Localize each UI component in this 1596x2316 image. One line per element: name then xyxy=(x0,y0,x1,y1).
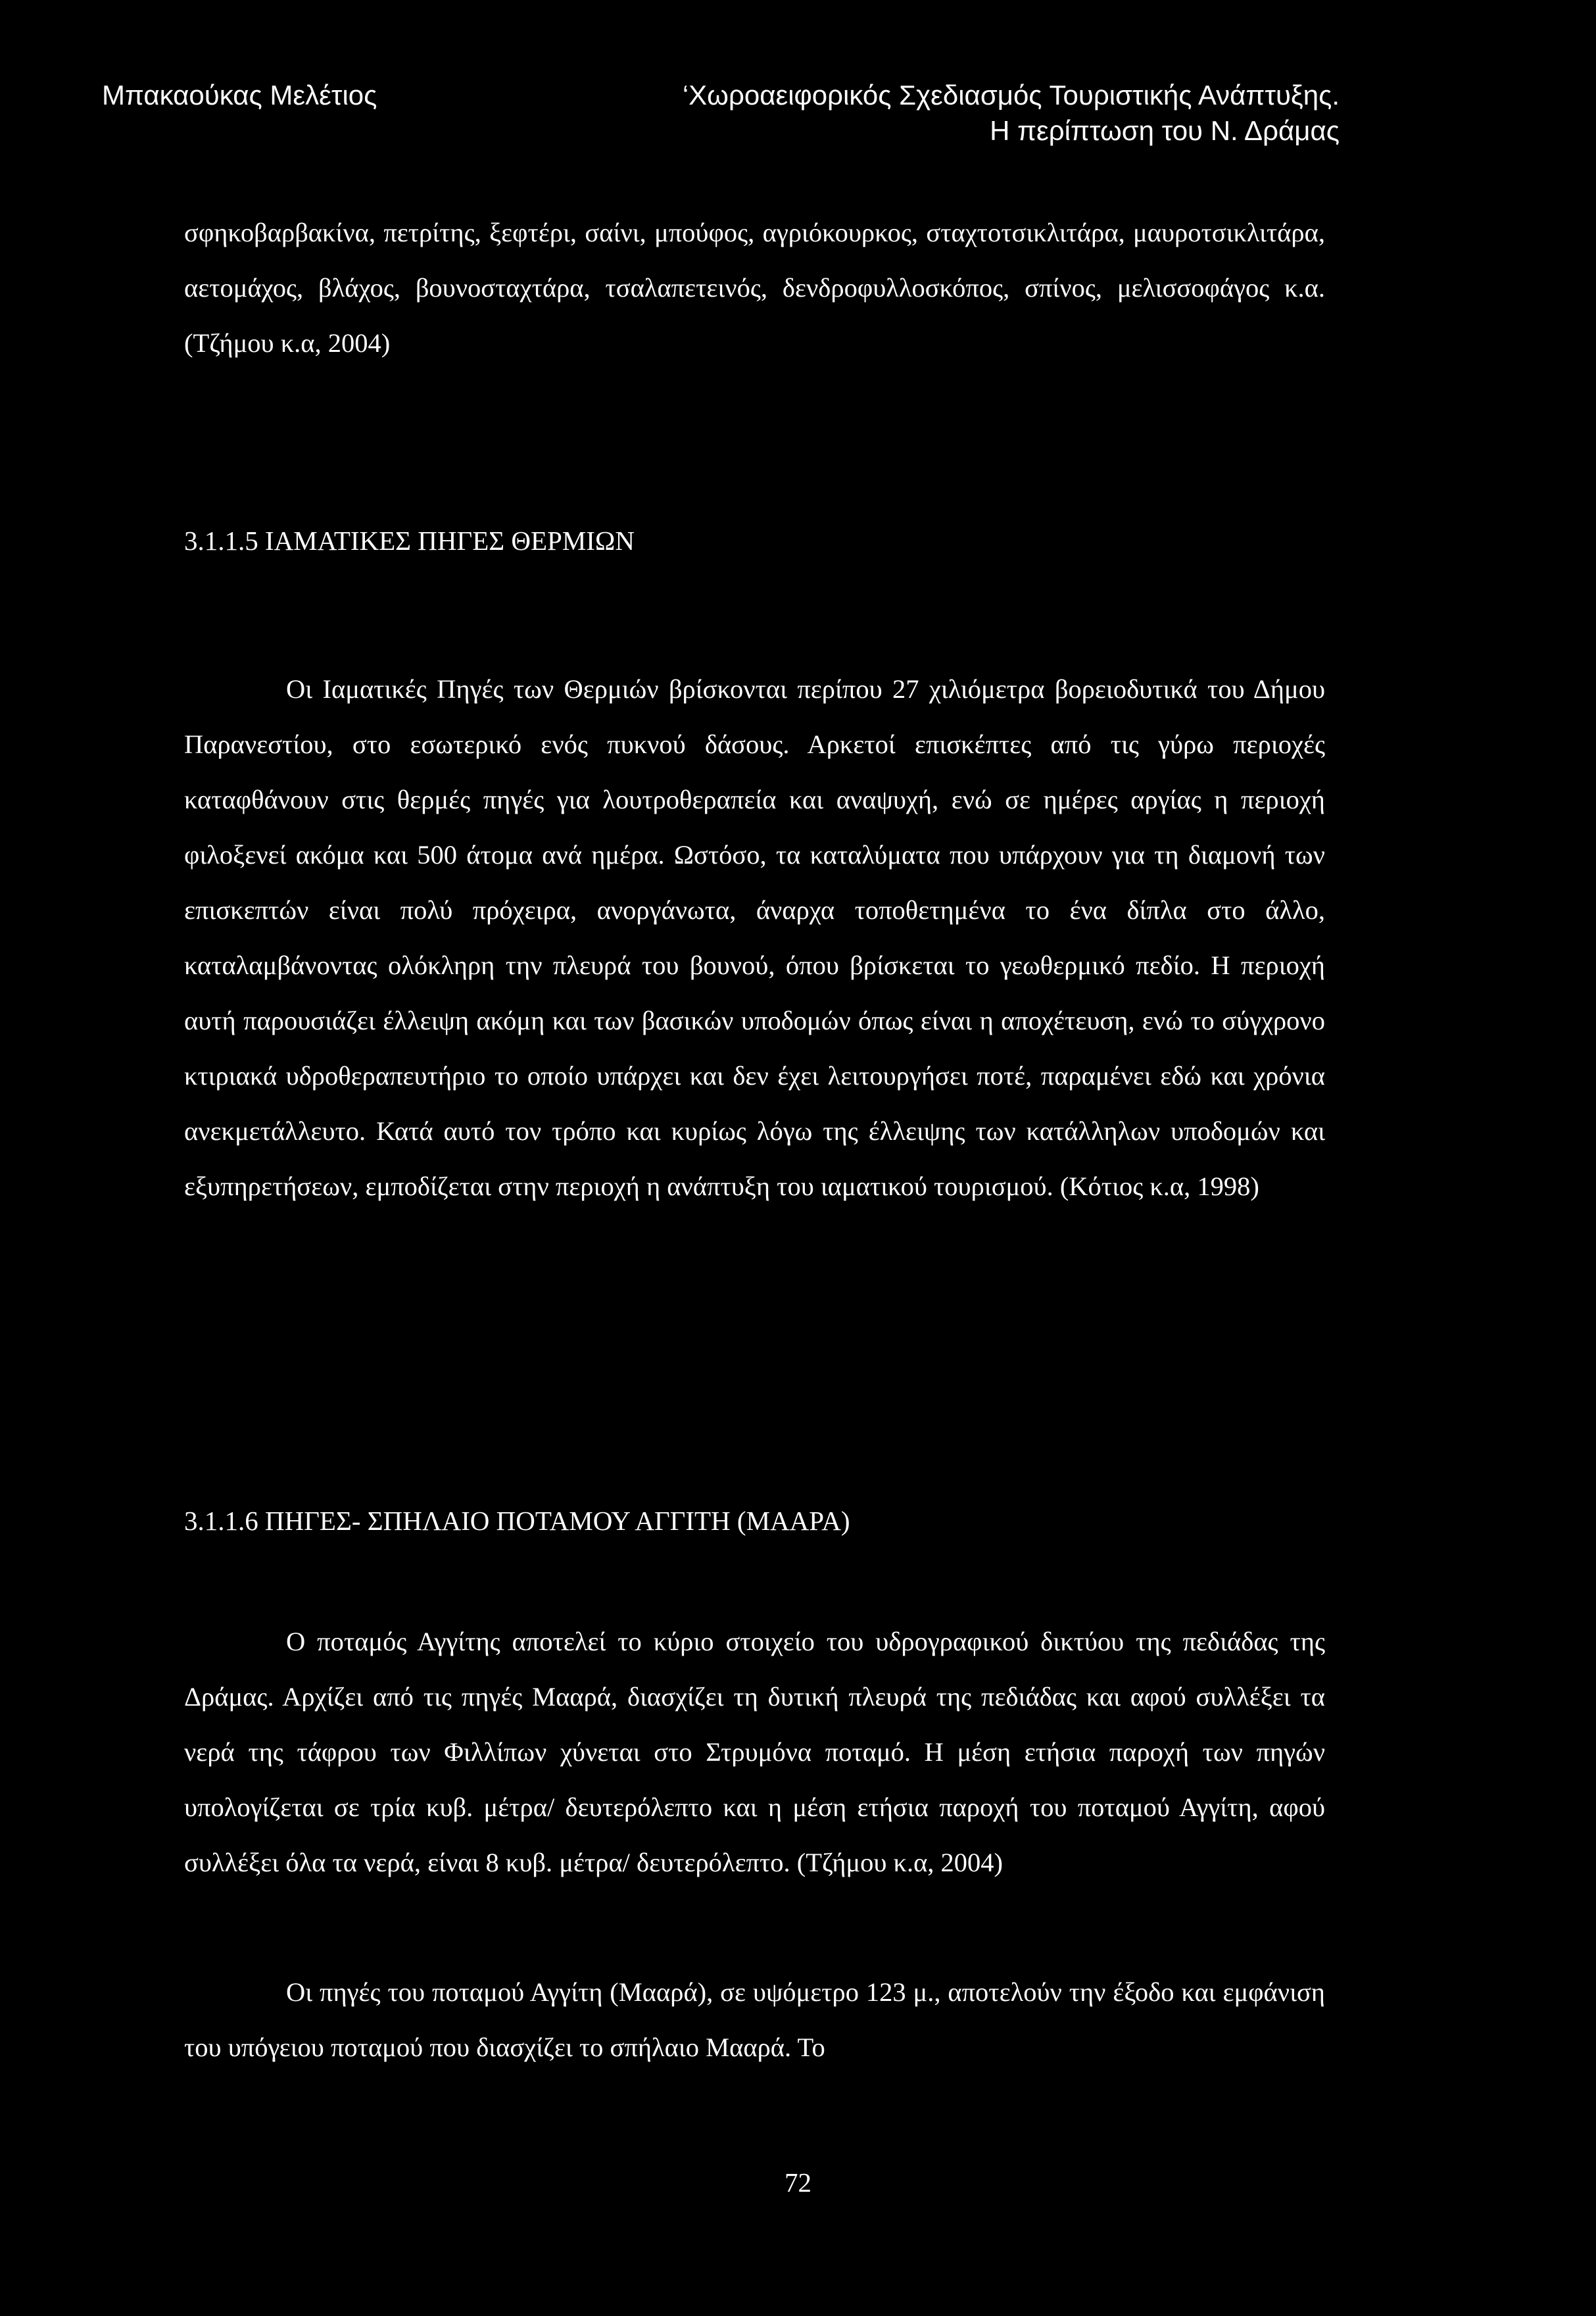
section-heading-3115: 3.1.1.5 ΙΑΜΑΤΙΚΕΣ ΠΗΓΕΣ ΘΕΡΜΙΩΝ xyxy=(184,526,635,556)
thermia-paragraph: Οι Ιαματικές Πηγές των Θερμιών βρίσκονται περίπου 27 χιλιόμετρα βορειοδυτικά του Δήμου Παρανεστίου, στο εσωτερικό ενός πυκνού δάσους. Αρκετοί επισκέπτες από τις γύρω περιοχές καταφθάνουν στις θερμές πηγές για λουτροθεραπεία και αναψυχή, ενώ σε ημέρες αργίας η περιοχή φιλοξενεί ακόμα και 500 άτομα ανά ημέρα. Ωστόσο, τα καταλύματα που υπάρχουν για τη διαμονή των επισκεπτών είναι πολύ πρόχειρα, ανοργάνωτα, άναρχα τοποθετημένα το ένα δίπλα στο άλλο, καταλαμβάνοντας ολόκληρη την πλευρά του βουνού, όπου βρίσκεται το γεωθερμικό πεδίο. Η περιοχή αυτή παρουσιάζει έλλειψη ακόμη και των βασικών υποδομών όπως είναι η αποχέτευση, ενώ το σύγχρονο κτιριακά υδροθεραπευτήριο το οποίο υπάρχει και δεν έχει λειτουργήσει ποτέ, παραμένει εδώ και χρόνια ανεκμετάλλευτο. Κατά αυτό τον τρόπο και κυρίως λόγω της έλλειψης των κατάλληλων υποδομών και εξυπηρετήσεων, εμποδίζεται στην περιοχή η ανάπτυξη του ιαματικού τουρισμού. (Κότιος κ.α, 1998) xyxy=(184,674,1325,1201)
aggitis-paragraph-2-block xyxy=(184,1965,1325,2075)
header-title-line1: ‘Χωροαειφορικός Σχεδιασμός Τουριστικής Ανάπτυξης. xyxy=(682,80,1340,111)
aggitis-paragraph-1: Ο ποταμός Αγγίτης αποτελεί το κύριο στοιχείο του υδρογραφικού δικτύου της πεδιάδας της Δράμας. Αρχίζει από τις πηγές Μααρά, διασχίζει τη δυτική πλευρά της πεδιάδας και αφού συλλέξει τα νερά της τάφρου των Φιλλίπων χύνεται στο Στρυμόνα ποταμό. Η μέση ετήσια παροχή των πηγών υπολογίζεται σε τρία κυβ. μέτρα/ δευτερόλεπτο και η μέση ετήσια παροχή του ποταμού Αγγίτη, αφού συλλέξει όλα τα νερά, είναι 8 κυβ. μέτρα/ δευτερόλεπτο. (Τζήμου κ.α, 2004) xyxy=(184,1627,1325,1877)
header-title xyxy=(683,78,1340,149)
birds-paragraph: σφηκοβαρβακίνα, πετρίτης, ξεφτέρι, σαίνι, μπούφος, αγριόκουρκος, σταχτοτσικλιτάρα, μαυροτσικλιτάρα, αετομάχος, βλάχος, βουνοσταχτάρα, τσαλαπετεινός, δενδροφυλλοσκόπος, σπίνος, μελισσοφάγος κ.α. (Τζήμου κ.α, 2004) xyxy=(184,218,1325,358)
header-author: Μπακαούκας Μελέτιος xyxy=(102,80,377,111)
page-number: 72 xyxy=(785,2167,811,2198)
header-title-line2: Η περίπτωση του Ν. Δράμας xyxy=(990,115,1340,146)
aggitis-paragraph-2: Οι πηγές του ποταμού Αγγίτη (Μααρά), σε υψόμετρο 123 μ., αποτελούν την έξοδο και εμφάνιση του υπόγειου ποταμού που διασχίζει το σπήλαιο Μααρά. Το xyxy=(184,1977,1325,2062)
birds-paragraph-block xyxy=(184,205,1325,371)
section-heading-3116: 3.1.1.6 ΠΗΓΕΣ- ΣΠΗΛΑΙΟ ΠΟΤΑΜΟΥ ΑΓΓΙΤΗ (ΜΑΑΡΑ) xyxy=(184,1506,850,1536)
thermia-paragraph-block xyxy=(184,662,1325,1214)
aggitis-paragraph-1-block xyxy=(184,1614,1325,1890)
